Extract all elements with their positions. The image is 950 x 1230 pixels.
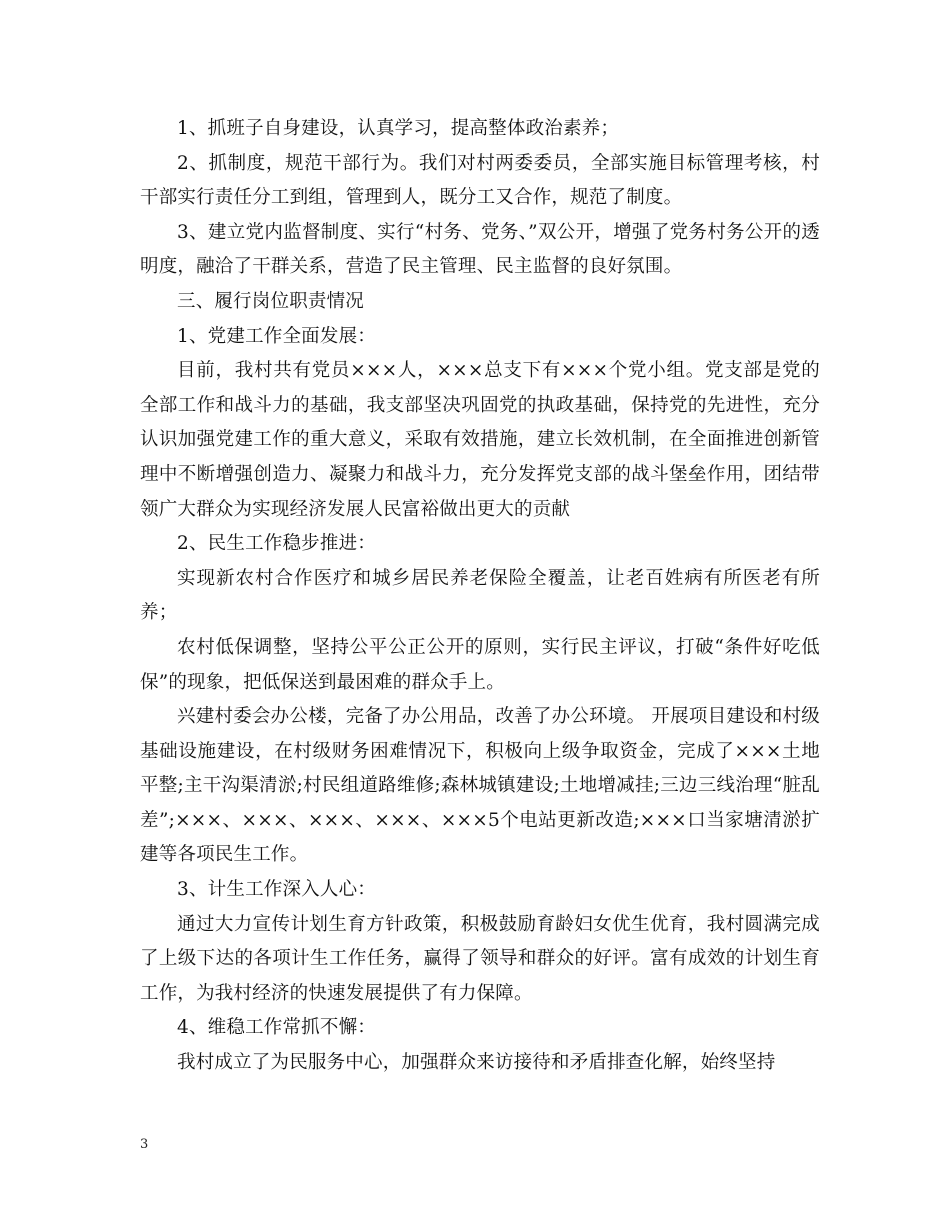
subheading-party-building: 1、党建工作全面发展： bbox=[177, 325, 376, 347]
paragraph-medical-insurance: 实现新农村合作医疗和城乡居民养老保险全覆盖，让老百姓病有所医老有所养； bbox=[140, 567, 820, 624]
paragraph-family-planning: 通过大力宣传计划生育方针政策，积极鼓励育龄妇女优生优育，我村圆满完成了上级下达的各项计生工作任务，赢得了领导和群众的好评。富有成效的计划生育工作，为我村经济的快速发展提供了有力保障。 bbox=[140, 913, 820, 1004]
paragraph-service-center: 我村成立了为民服务中心，加强群众来访接待和矛盾排查化解，始终坚持 bbox=[177, 1052, 776, 1074]
subheading-livelihood: 2、民生工作稳步推进： bbox=[177, 533, 376, 555]
paragraph-low-income: 农村低保调整，坚持公平公正公开的原则，实行民主评议，打破“条件好吃低保”的现象，把低保送到最困难的群众手上。 bbox=[140, 636, 820, 693]
paragraph-party-members: 目前，我村共有党员×××人，×××总支下有×××个党小组。党支部是党的全部工作和战斗力的基础，我支部坚决巩固党的执政基础，保持党的先进性，充分认识加强党建工作的重大意义，采取有效措施，建立长效机制，在全面推进创新管理中不断增强创造力、凝聚力和战斗力，充分发挥党支部的战斗堡垒作用，团结带领广大群众为实现经济发展人民富裕做出更大的贡献 bbox=[140, 360, 820, 520]
section-heading-duties: 三、履行岗位职责情况 bbox=[177, 290, 365, 312]
paragraph-party-supervision: 3、建立党内监督制度、实行“村务、党务、”双公开，增强了党务村务公开的透明度，融洽了干群关系，营造了民主管理、民主监督的良好氛围。 bbox=[140, 221, 820, 278]
paragraph-system-standards: 2、抓制度，规范干部行为。我们对村两委委员，全部实施目标管理考核，村干部实行责任分工到组，管理到人，既分工又合作，规范了制度。 bbox=[140, 152, 820, 209]
page-number: 3 bbox=[140, 1137, 149, 1152]
subheading-family-planning: 3、计生工作深入人心： bbox=[177, 879, 376, 901]
document-body bbox=[140, 112, 820, 1081]
subheading-stability: 4、维稳工作常抓不懈： bbox=[177, 1017, 376, 1039]
paragraph-team-building: 1、抓班子自身建设，认真学习，提高整体政治素养； bbox=[177, 118, 620, 139]
paragraph-infrastructure: 兴建村委会办公楼，完备了办公用品，改善了办公环境。 开展项目建设和村级基础设施建设，在村级财务困难情况下，积极向上级争取资金，完成了×××土地平整;主干沟渠清淤;村民组道路维修;森林城镇建设;土地增减挂;三边三线治理“脏乱差”;×××、×××、×××、×××、×××5个电站更新改造;×××口当家塘清淤扩建等各项民生工作。 bbox=[140, 706, 820, 866]
